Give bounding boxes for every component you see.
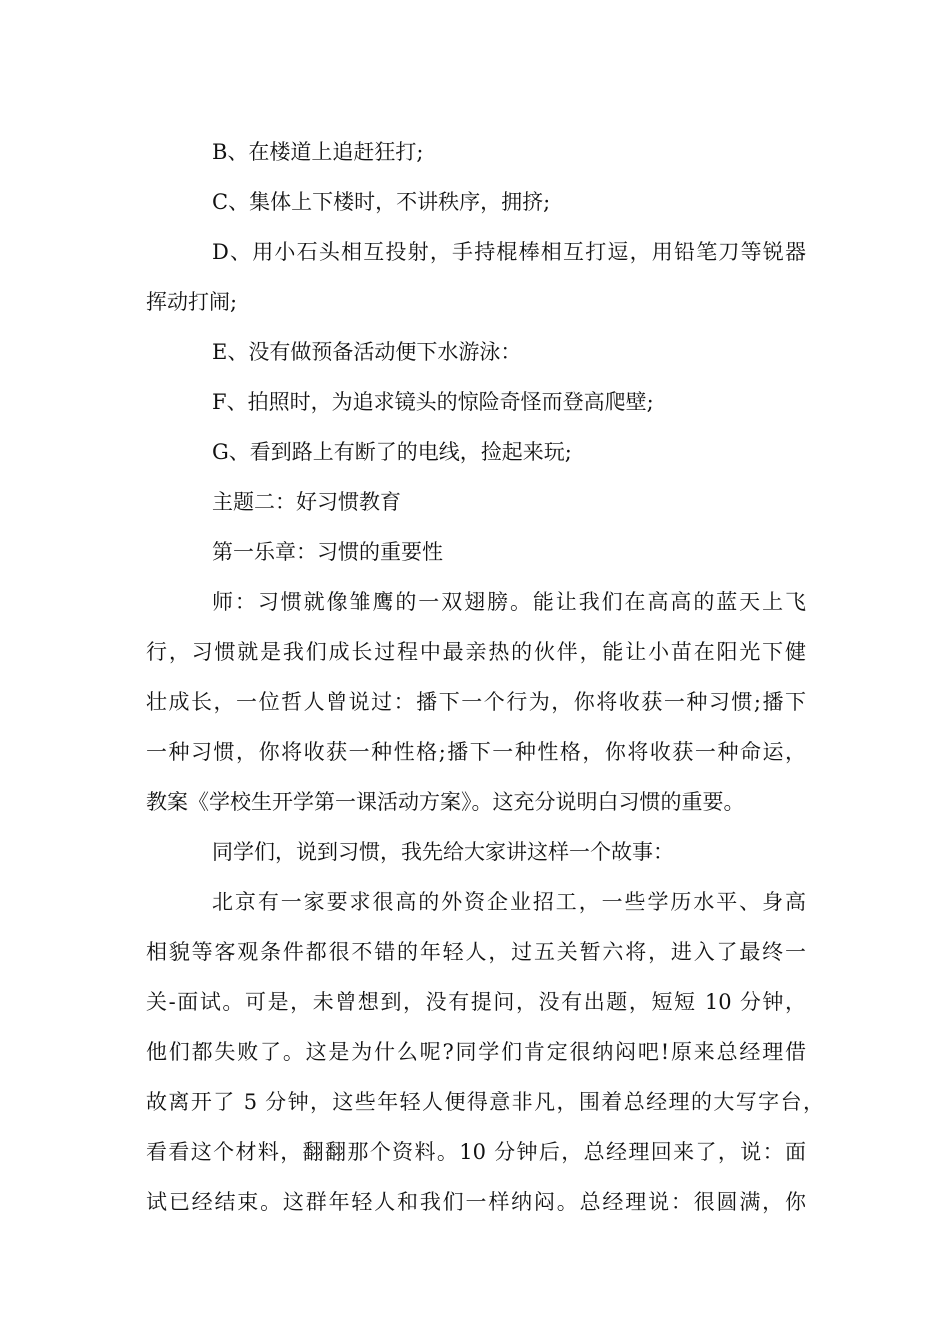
paragraph-line: 他们都失败了。这是为什么呢?同学们肯定很纳闷吧!原来总经理借	[146, 1040, 806, 1064]
list-item-f: F、拍照时，为追求镜头的惊险奇怪而登高爬壁;	[212, 390, 654, 414]
list-item-e: E、没有做预备活动便下水游泳：	[212, 340, 522, 364]
paragraph-line: 北京有一家要求很高的外资企业招工，一些学历水平、身高	[212, 890, 806, 914]
list-item-g: G、看到路上有断了的电线，捡起来玩;	[212, 440, 572, 464]
paragraph-line: 师：习惯就像雏鹰的一双翅膀。能让我们在高高的蓝天上飞	[212, 590, 806, 614]
paragraph-line: 行，习惯就是我们成长过程中最亲热的伙伴，能让小苗在阳光下健	[146, 640, 806, 664]
paragraph-line: 关-面试。可是，未曾想到，没有提问，没有出题，短短 10 分钟，	[146, 990, 806, 1014]
list-item-d-continued: 挥动打闹;	[146, 290, 238, 314]
paragraph-line: 相貌等客观条件都很不错的年轻人，过五关暂六将，进入了最终一	[146, 940, 806, 964]
paragraph-line: 试已经结束。这群年轻人和我们一样纳闷。总经理说：很圆满，你	[146, 1190, 806, 1214]
paragraph-line: 教案《学校生开学第一课活动方案》。这充分说明白习惯的重要。	[146, 790, 745, 814]
paragraph-line: 看看这个材料，翻翻那个资料。10 分钟后，总经理回来了，说：面	[146, 1140, 806, 1164]
section-heading: 主题二：好习惯教育	[212, 490, 401, 514]
paragraph-line: 壮成长，一位哲人曾说过：播下一个行为，你将收获一种习惯;播下	[146, 690, 806, 714]
paragraph-line: 故离开了 5 分钟，这些年轻人便得意非凡，围着总经理的大写字台，	[146, 1090, 824, 1114]
list-item-d: D、用小石头相互投射，手持棍棒相互打逗，用铅笔刀等锐器	[212, 240, 806, 264]
paragraph-line: 同学们，说到习惯，我先给大家讲这样一个故事：	[212, 840, 674, 864]
list-item-b: B、在楼道上追赶狂打;	[212, 140, 424, 164]
paragraph-line: 一种习惯，你将收获一种性格;播下一种性格，你将收获一种命运，	[146, 740, 806, 764]
list-item-c: C、集体上下楼时，不讲秩序，拥挤;	[212, 190, 551, 214]
chapter-heading: 第一乐章：习惯的重要性	[212, 540, 443, 564]
